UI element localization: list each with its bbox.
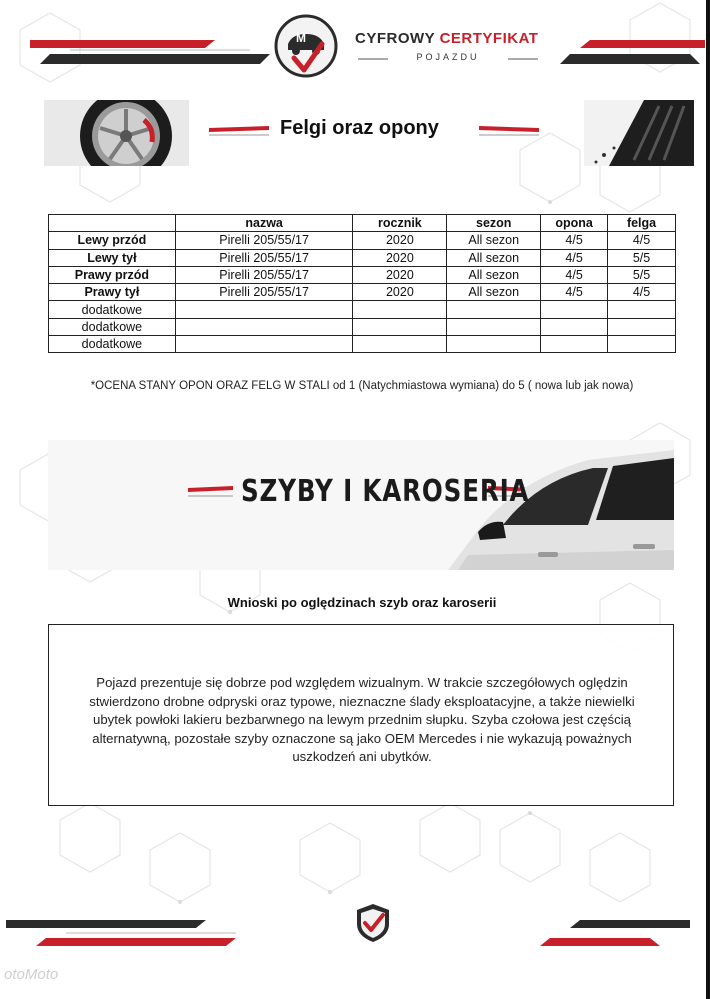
footer-stripe-left (6, 916, 251, 952)
cell-rim-rating (608, 336, 676, 353)
row-label: dodatkowe (49, 318, 176, 335)
cell-rim-rating (608, 318, 676, 335)
cell-name (175, 318, 353, 335)
brand-subtitle: POJAZDU (416, 52, 480, 62)
row-label: dodatkowe (49, 336, 176, 353)
cell-season: All sezon (447, 232, 541, 249)
cell-year: 2020 (353, 284, 447, 301)
brand-title-part2: CERTYFIKAT (439, 30, 539, 47)
cell-name (175, 336, 353, 353)
cell-rim-rating: 5/5 (608, 266, 676, 283)
cell-name (175, 301, 353, 318)
table-row (49, 266, 676, 283)
cell-year (353, 336, 447, 353)
table-row (49, 301, 676, 318)
footer-stripe-right (540, 916, 690, 952)
brand-title (355, 30, 538, 47)
cell-tire-rating: 4/5 (541, 232, 608, 249)
table-header-row (49, 215, 676, 232)
cell-season (447, 336, 541, 353)
row-label: dodatkowe (49, 301, 176, 318)
cell-name: Pirelli 205/55/17 (175, 266, 353, 283)
header-stripe-left (30, 28, 270, 68)
tires-table (48, 214, 676, 353)
certificate-logo-icon (274, 14, 338, 78)
cell-rim-rating (608, 301, 676, 318)
column-header: sezon (447, 215, 541, 232)
page-edge-bar (706, 0, 710, 999)
column-header: felga (608, 215, 676, 232)
cell-name: Pirelli 205/55/17 (175, 249, 353, 266)
row-label: Prawy tył (49, 284, 176, 301)
conclusion-box (48, 624, 674, 806)
tire-image (584, 100, 694, 166)
brand-title-part1: CYFROWY (355, 30, 435, 47)
shield-check-icon (354, 902, 392, 944)
cell-tire-rating (541, 336, 608, 353)
cell-season (447, 301, 541, 318)
row-label: Lewy tył (49, 249, 176, 266)
watermark-text: otoMoto (4, 966, 59, 983)
cell-rim-rating: 4/5 (608, 284, 676, 301)
cell-tire-rating (541, 301, 608, 318)
row-label: Lewy przód (49, 232, 176, 249)
table-row (49, 318, 676, 335)
cell-year: 2020 (353, 232, 447, 249)
cell-year (353, 301, 447, 318)
cell-season: All sezon (447, 266, 541, 283)
column-header (49, 215, 176, 232)
cell-name: Pirelli 205/55/17 (175, 232, 353, 249)
wheel-image (44, 100, 189, 166)
conclusion-text: Pojazd prezentuje się dobrze pod względem wizualnym. W trakcie szczegółowych oględzin stwierdzono drobne odpryski oraz typowe, nieznaczne ślady eksploatacyjne, a także niewielki ubytek powłoki lakieru bezbarwnego na lewym przednim słupku. Szyba czołowa jest częścią alternatywną, pozostałe szyby oznaczone są jako OEM Mercedes i nie wykazują poważnych uszkodzeń ani ubytków. (89, 675, 635, 764)
cell-year: 2020 (353, 249, 447, 266)
cell-year: 2020 (353, 266, 447, 283)
cell-rim-rating: 5/5 (608, 249, 676, 266)
cell-name: Pirelli 205/55/17 (175, 284, 353, 301)
cell-tire-rating: 4/5 (541, 249, 608, 266)
section-title-wheels: Felgi oraz opony (280, 117, 439, 139)
table-row (49, 336, 676, 353)
header-stripe-right (560, 28, 705, 68)
cell-tire-rating: 4/5 (541, 266, 608, 283)
cell-year (353, 318, 447, 335)
cell-rim-rating: 4/5 (608, 232, 676, 249)
table-row (49, 284, 676, 301)
cell-tire-rating: 4/5 (541, 284, 608, 301)
rating-scale-note: *OCENA STANY OPON ORAZ FELG W STALI od 1 (Natychmiastowa wymiana) do 5 ( nowa lub jak nowa) (90, 380, 634, 392)
cell-season: All sezon (447, 284, 541, 301)
column-header: nazwa (175, 215, 353, 232)
column-header: opona (541, 215, 608, 232)
table-row (49, 232, 676, 249)
column-header: rocznik (353, 215, 447, 232)
cell-season (447, 318, 541, 335)
row-label: Prawy przód (49, 266, 176, 283)
table-row (49, 249, 676, 266)
svg-text:M: M (296, 31, 306, 45)
cell-season: All sezon (447, 249, 541, 266)
conclusion-heading: Wnioski po oględzinach szyb oraz karoserii (227, 595, 497, 610)
section-title-glass-body: SZYBY I KAROSERIA (241, 474, 530, 509)
cell-tire-rating (541, 318, 608, 335)
